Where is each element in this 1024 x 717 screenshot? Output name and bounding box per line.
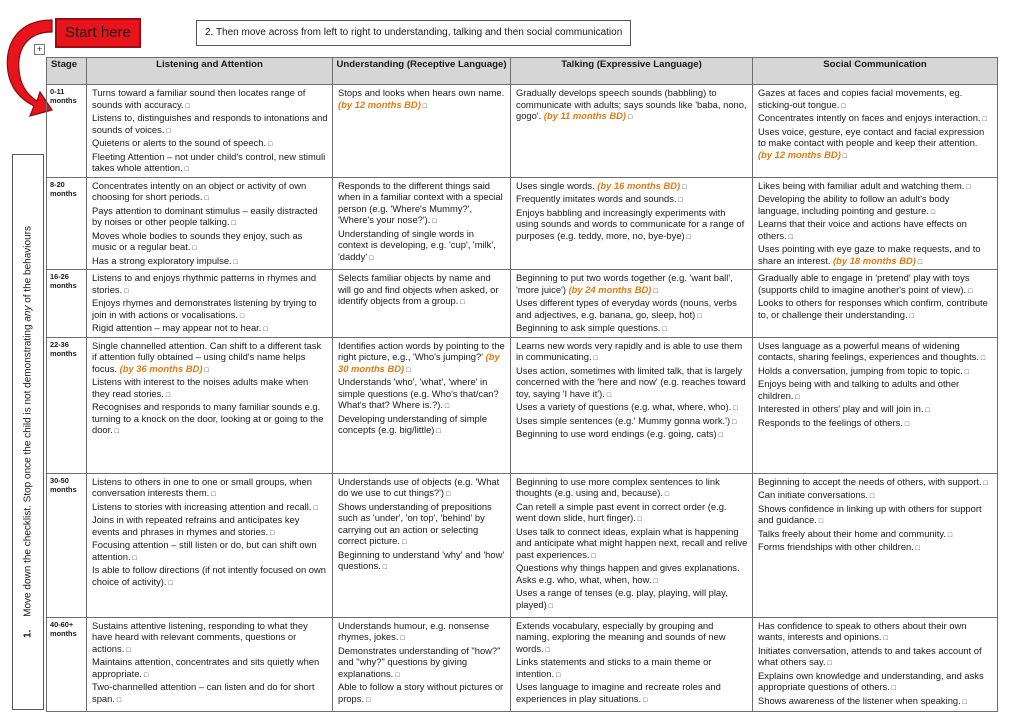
item-text: Is able to follow directions (if not intently focused on own choice of activity).: [92, 564, 326, 587]
item-text: Beginning to ask simple questions.: [516, 322, 661, 333]
checkbox-icon[interactable]: □: [839, 102, 846, 110]
checkbox-icon[interactable]: □: [913, 545, 920, 552]
checkbox-icon[interactable]: □: [209, 491, 216, 498]
item-text: Beginning to understand 'why' and 'how' questions.: [338, 548, 505, 571]
item-text: Fleeting Attention – not under child's control, new stimuli takes whole attention.: [92, 150, 326, 173]
checklist-item: [92, 501, 328, 515]
header-understanding: Understanding (Receptive Language): [333, 58, 511, 85]
item-text: Beginning to put two words together (e.g. 'want ball', 'more juice'): [516, 272, 733, 295]
checkbox-icon[interactable]: □: [881, 635, 888, 642]
item-text: Can retell a simple past event in correct order (e.g. went down slide, hurt finger).: [516, 500, 727, 523]
item-text: Has confidence to speak to others about their own wants, interests and opinions.: [758, 619, 967, 642]
understanding-cell: [333, 85, 511, 178]
talking-cell: [511, 473, 753, 617]
item-text: Uses simple sentences (e.g.' Mummy gonna work.'): [516, 414, 731, 426]
checklist-item: [758, 503, 993, 528]
stage-cell: 16-26 months: [47, 270, 87, 338]
item-text: Beginning to use word endings (e.g. going, cats): [516, 428, 717, 439]
item-text: Explains own knowledge and understanding, and asks appropriate questions of others.: [758, 669, 984, 692]
checkbox-icon[interactable]: □: [311, 504, 318, 512]
instruction-step-2: 2. Then move across from left to right to understanding, talking and then social communication: [196, 20, 631, 46]
item-text: Turns toward a familiar sound then locates range of sounds with accuracy.: [92, 87, 306, 110]
item-text: Shows understanding of prepositions such as 'under', 'on top', 'behind' by carrying out an action or selecting correct picture.: [338, 500, 492, 546]
checklist-item: [338, 272, 506, 309]
listening-cell: [87, 617, 333, 711]
item-text: Understands 'who', 'what', 'where' in simple questions (e.g. Who's that/can? What's that? Where is.?).: [338, 376, 499, 410]
checklist-item: [92, 564, 328, 589]
age-note: (by 18 months BD): [833, 254, 916, 266]
checkbox-icon[interactable]: □: [589, 552, 596, 560]
checkbox-icon[interactable]: □: [458, 299, 465, 306]
checkbox-icon[interactable]: □: [684, 233, 691, 241]
checkbox-icon[interactable]: □: [398, 635, 405, 642]
checklist-item: [758, 417, 993, 431]
checklist-item: [338, 376, 506, 413]
checkbox-icon[interactable]: □: [393, 671, 400, 679]
understanding-cell: [333, 617, 511, 711]
checklist-item: [92, 87, 328, 112]
checkbox-icon[interactable]: □: [867, 493, 875, 500]
checklist-item: [516, 476, 748, 501]
item-text: Responds to the different things said when in a familiar context with a special person (e.g. 'Where's Mummy?', 'Where's your nose?').: [338, 179, 503, 225]
checklist-item: [338, 645, 506, 682]
start-here-label: Start here: [55, 18, 141, 48]
item-text: Uses a range of tenses (e.g. play, playing, will play, played): [516, 587, 728, 610]
checklist-item: [758, 645, 993, 670]
item-text: Holds a conversation, jumping from topic to topic.: [758, 364, 963, 376]
checklist-item: [92, 376, 328, 401]
item-text: Listens with interest to the noises adults make when they read stories.: [92, 376, 309, 399]
checkbox-icon[interactable]: □: [840, 152, 848, 160]
item-text: Pays attention to dominant stimulus – easily distracted by noises or other people talking.: [92, 204, 318, 227]
checkbox-icon[interactable]: □: [902, 420, 910, 428]
item-text: Understanding of single words in context is developing, e.g. 'cup', 'milk', 'daddy': [338, 227, 496, 262]
checklist-item: [758, 243, 993, 268]
header-row: [47, 58, 998, 85]
checklist-item: [92, 681, 328, 706]
age-note: (by 12 months BD): [338, 98, 421, 110]
age-note: (by 24 months BD): [568, 283, 652, 295]
checklist-item: [338, 228, 506, 265]
item-text: Concentrates intently on faces and enjoys interaction.: [758, 112, 981, 123]
checklist-item: [758, 620, 993, 645]
item-text: Listens to and enjoys rhythmic patterns in rhymes and stories.: [92, 272, 317, 295]
checkbox-icon[interactable]: □: [442, 403, 450, 410]
item-text: Sustains attentive listening, responding to what they have heard with relevant comments, questions or actions.: [92, 619, 308, 654]
checklist-item: [92, 514, 328, 539]
checkbox-icon[interactable]: □: [444, 491, 451, 498]
item-text: Selects familiar objects by name and will go and find objects when asked, or identify objects from a group.: [338, 272, 499, 306]
table-row: [47, 177, 998, 270]
checklist-item: [92, 255, 328, 269]
checkbox-icon[interactable]: □: [114, 696, 122, 704]
checkbox-icon[interactable]: □: [434, 428, 441, 435]
item-text: Maintains attention, concentrates and sits quietly when appropriate.: [92, 656, 320, 679]
header-stage: Stage: [47, 58, 87, 85]
checkbox-icon[interactable]: □: [960, 698, 967, 706]
item-text: Gradually develops speech sounds (babbling) to communicate with adults; says sounds like 'baba, nono, gogo'.: [516, 87, 747, 121]
checklist-item: [338, 180, 506, 228]
item-text: Gradually able to engage in 'pretend' play with toys (supports child to imagine another's point of view).: [758, 272, 970, 295]
checkbox-icon[interactable]: □: [163, 391, 171, 399]
checkbox-icon[interactable]: □: [962, 368, 969, 376]
checkbox-icon[interactable]: □: [730, 418, 737, 426]
item-text: Identifies action words by pointing to the right picture, e.g., 'Who's jumping?': [338, 339, 505, 362]
checkbox-icon[interactable]: □: [662, 491, 670, 498]
checklist-item: [516, 207, 748, 244]
checklist-item: [338, 476, 506, 501]
item-text: Initiates conversation, attends to and takes account of what others say.: [758, 644, 982, 667]
checklist-item: [92, 180, 328, 205]
listening-cell: [87, 473, 333, 617]
understanding-cell: [333, 473, 511, 617]
header-listening: Listening and Attention: [87, 58, 333, 85]
checklist-item: [758, 193, 993, 218]
item-text: Recognises and responds to many familiar sounds e.g. turning to a knock on the door, looking at or going to the door.: [92, 401, 324, 435]
checklist-item: [338, 501, 506, 549]
checklist-item: [758, 340, 993, 365]
checklist-item: [516, 415, 748, 429]
social-cell: [753, 85, 998, 178]
item-text: Listens to, distinguishes and responds to intonations and sounds of voices.: [92, 112, 328, 135]
item-text: Understands use of objects (e.g. 'What do we use to cut things?'): [338, 475, 500, 498]
checkbox-icon[interactable]: □: [825, 660, 832, 667]
item-text: Listens to others in one to one or small groups, when conversation interests them.: [92, 475, 312, 498]
checklist-item: [758, 528, 993, 542]
checklist-item: [516, 365, 748, 402]
table-row: [47, 473, 998, 617]
checklist-item: [516, 401, 748, 415]
checkbox-icon[interactable]: □: [964, 183, 971, 191]
social-cell: [753, 617, 998, 711]
checkbox-icon[interactable]: □: [635, 516, 643, 523]
checkbox-icon[interactable]: □: [626, 114, 633, 121]
instruction-step-1: 1. Move down the checklist. Stop once the child is not demonstrating any of the behaviours: [22, 226, 34, 638]
checkbox-icon[interactable]: □: [928, 208, 936, 216]
checkbox-icon[interactable]: □: [112, 428, 120, 435]
item-text: Looks to others for responses which confirm, contribute to, or challenge their understanding.: [758, 297, 988, 320]
checklist-item: [92, 137, 328, 151]
checkbox-icon[interactable]: □: [660, 326, 667, 333]
checkbox-icon[interactable]: □: [261, 326, 268, 333]
age-note: (by 11 months BD): [543, 110, 626, 121]
checklist-item: [516, 87, 748, 124]
instruction-step-1-number: 1.: [22, 629, 34, 638]
checklist-item: [92, 340, 328, 377]
listening-cell: [87, 270, 333, 338]
item-text: Uses language as a powerful means of widening contacts, sharing feelings, experiences and thoughts.: [758, 339, 979, 362]
checkbox-icon[interactable]: □: [543, 646, 550, 654]
age-note: (by 16 months BD): [597, 179, 681, 191]
item-text: Uses a variety of questions (e.g. what, where, who).: [516, 401, 732, 412]
checklist-item: [92, 297, 328, 322]
checkbox-icon[interactable]: □: [978, 355, 986, 362]
item-text: Beginning to use more complex sentences to link thoughts (e.g. using and, because).: [516, 475, 720, 498]
item-text: Quietens or alerts to the sound of speech.: [92, 137, 267, 148]
item-text: Enjoys babbling and increasingly experiments with using sounds and words to communicate for a range of purposes (e.g. teddy, more, no, bye-bye): [516, 206, 745, 241]
checklist-item: [92, 205, 328, 230]
checklist-item: [92, 539, 328, 564]
item-text: Gazes at faces and copies facial movements, eg. sticking-out tongue.: [758, 87, 963, 110]
checklist-item: [758, 272, 993, 297]
checkbox-icon[interactable]: □: [364, 696, 371, 704]
checkbox-icon[interactable]: □: [231, 258, 238, 266]
item-text: Uses talk to connect ideas, explain what is happening and anticipate what might happen next, recall and relive past experiences.: [516, 525, 748, 560]
development-checklist-table: [46, 57, 998, 712]
item-text: Demonstrates understanding of "how?" and "why?" questions by giving explanations.: [338, 644, 501, 679]
checkbox-icon[interactable]: □: [229, 220, 236, 227]
checklist-item: [758, 541, 993, 555]
table-move-handle-icon[interactable]: +: [34, 44, 45, 55]
understanding-cell: [333, 177, 511, 270]
checklist-item: [92, 112, 328, 137]
checklist-item: [516, 180, 748, 194]
age-note: (by 30 months BD): [338, 351, 500, 374]
checklist-item: [516, 193, 748, 207]
checklist-item: [338, 413, 506, 438]
checklist-item: [516, 340, 748, 365]
item-text: Uses single words.: [516, 179, 595, 191]
checklist-item: [92, 322, 328, 336]
checkbox-icon[interactable]: □: [266, 141, 273, 148]
checklist-item: [516, 297, 748, 322]
checkbox-icon[interactable]: □: [604, 391, 612, 399]
item-text: Learns that their voice and actions have effects on others.: [758, 218, 967, 241]
stage-cell: 8-20 months: [47, 177, 87, 270]
checklist-item: [338, 681, 506, 706]
checklist-item: [758, 112, 993, 126]
item-text: Forms friendships with other children.: [758, 541, 914, 552]
item-text: Can initiate conversations.: [758, 489, 868, 500]
checkbox-icon[interactable]: □: [430, 218, 437, 225]
checkbox-icon[interactable]: □: [404, 366, 411, 374]
item-text: Developing the ability to follow an adult's body language, including pointing and gesture.: [758, 193, 950, 216]
listening-cell: [87, 337, 333, 473]
understanding-cell: [333, 270, 511, 338]
checkbox-icon[interactable]: □: [966, 287, 973, 295]
stage-cell: 0-11 months: [47, 85, 87, 178]
checkbox-icon[interactable]: □: [980, 116, 987, 123]
checkbox-icon[interactable]: □: [641, 696, 648, 704]
listening-cell: [87, 177, 333, 270]
stage-cell: 40-60+ months: [47, 617, 87, 711]
item-text: Moves whole bodies to sounds they enjoy, such as music or a regular beat.: [92, 229, 303, 252]
checkbox-icon[interactable]: □: [816, 518, 824, 525]
checkbox-icon[interactable]: □: [380, 564, 387, 571]
checklist-item: [338, 87, 506, 112]
item-text: Uses pointing with eye gaze to make requests, and to share an interest.: [758, 243, 981, 266]
item-text: Likes being with familiar adult and watching them.: [758, 179, 965, 191]
item-text: Learns new words very rapidly and is able to use them in communicating.: [516, 339, 743, 362]
checkbox-icon[interactable]: □: [651, 577, 658, 585]
item-text: Questions why things happen and gives explanations. Asks e.g. who, what, when, how.: [516, 562, 740, 585]
table-row: [47, 85, 998, 178]
item-text: Uses action, sometimes with limited talk, that is largely concerned with the 'here and now' (e.g. reaches toward toy, saying 'I have it').: [516, 364, 746, 399]
table-row: [47, 270, 998, 338]
item-text: Joins in with repeated refrains and anticipates key events and phrases in rhymes and stories.: [92, 514, 300, 537]
stage-cell: 30-50 months: [47, 473, 87, 617]
checkbox-icon[interactable]: □: [130, 554, 137, 562]
checkbox-icon[interactable]: □: [546, 602, 553, 610]
checkbox-icon[interactable]: □: [716, 432, 723, 439]
table-row: [47, 617, 998, 711]
header-talking: Talking (Expressive Language): [511, 58, 753, 85]
checklist-item: [758, 695, 993, 709]
checklist-item: [758, 476, 993, 490]
checklist-item: [92, 230, 328, 255]
checklist-item: [758, 378, 993, 403]
checkbox-icon[interactable]: □: [907, 312, 914, 320]
item-text: Uses different types of everyday words (nouns, verbs and adjectives, e.g. banana, go, sleep, hot): [516, 297, 737, 320]
checkbox-icon[interactable]: □: [651, 287, 658, 295]
checkbox-icon[interactable]: □: [183, 102, 190, 110]
checklist-item: [516, 526, 748, 563]
checklist-item: [516, 428, 748, 442]
item-text: Developing understanding of simple concepts (e.g. big/little): [338, 412, 488, 435]
checklist-item: [758, 87, 993, 112]
checkbox-icon[interactable]: □: [164, 127, 171, 135]
item-text: Stops and looks when hears own name.: [338, 87, 505, 98]
checklist-item: [92, 401, 328, 438]
talking-cell: [511, 337, 753, 473]
item-text: Links statements and sticks to a main theme or intention.: [516, 656, 712, 679]
checklist-item: [516, 562, 748, 587]
header-social: Social Communication: [753, 58, 998, 85]
checklist-item: [758, 489, 993, 503]
checklist-item: [92, 620, 328, 657]
item-text: Two-channelled attention – can listen and do for short span.: [92, 681, 315, 704]
item-text: Able to follow a story without pictures or props.: [338, 681, 504, 704]
checklist-item: [92, 272, 328, 297]
age-note: (by 12 months BD): [758, 148, 841, 160]
checkbox-icon[interactable]: □: [915, 258, 923, 266]
item-text: Concentrates intently on an object or activity of own choosing for short periods.: [92, 179, 307, 202]
checklist-item: [516, 681, 748, 706]
checkbox-icon[interactable]: □: [166, 579, 173, 587]
item-text: Beginning to accept the needs of others, with support.: [758, 475, 982, 487]
item-text: Understands humour, e.g. nonsense rhymes, jokes.: [338, 619, 490, 642]
checklist-item: [516, 587, 748, 612]
understanding-cell: [333, 337, 511, 473]
item-text: Uses voice, gesture, eye contact and facial expression to make contact with people and keep their attention.: [758, 125, 985, 148]
checkbox-icon[interactable]: □: [124, 646, 131, 654]
stage-cell: 22-36 months: [47, 337, 87, 473]
checkbox-icon[interactable]: □: [142, 671, 149, 679]
checkbox-icon[interactable]: □: [202, 366, 209, 374]
checkbox-icon[interactable]: □: [190, 245, 197, 252]
social-cell: [753, 270, 998, 338]
age-note: (by 36 months BD): [119, 362, 203, 374]
checklist-item: [758, 403, 993, 417]
checkbox-icon[interactable]: □: [420, 102, 428, 110]
checklist-item: [758, 297, 993, 322]
checklist-item: [92, 476, 328, 501]
item-text: Has a strong exploratory impulse.: [92, 254, 232, 266]
checkbox-icon[interactable]: □: [680, 183, 687, 191]
checklist-item: [758, 126, 993, 163]
checklist-item: [338, 549, 506, 574]
checkbox-icon[interactable]: □: [122, 287, 129, 295]
checkbox-icon[interactable]: □: [237, 312, 245, 320]
checkbox-icon[interactable]: □: [202, 195, 209, 202]
checklist-item: [516, 656, 748, 681]
checkbox-icon[interactable]: □: [731, 405, 738, 412]
checkbox-icon[interactable]: □: [268, 529, 275, 537]
checkbox-icon[interactable]: □: [923, 407, 930, 414]
checkbox-icon[interactable]: □: [981, 479, 988, 487]
talking-cell: [511, 617, 753, 711]
checkbox-icon[interactable]: □: [786, 233, 793, 241]
item-text: Shows confidence in linking up with others for support and guidance.: [758, 502, 982, 525]
item-text: Listens to stories with increasing attention and recall.: [92, 500, 312, 512]
checklist-item: [758, 365, 993, 379]
talking-cell: [511, 270, 753, 338]
item-text: Single channelled attention. Can shift to a different task if attention fully obtained – using child's name helps focus.: [92, 339, 322, 374]
item-text: Interested in others' play and will join in.: [758, 403, 924, 414]
talking-cell: [511, 177, 753, 270]
checklist-item: [758, 218, 993, 243]
item-text: Talks freely about their home and community.: [758, 527, 946, 539]
checkbox-icon[interactable]: □: [400, 539, 407, 546]
checkbox-icon[interactable]: □: [945, 531, 953, 539]
checklist-item: [516, 322, 748, 336]
table-row: [47, 337, 998, 473]
checklist-item: [758, 180, 993, 194]
social-cell: [753, 473, 998, 617]
checkbox-icon[interactable]: □: [554, 671, 561, 679]
talking-cell: [511, 85, 753, 178]
item-text: Shows awareness of the listener when speaking.: [758, 694, 961, 706]
checklist-item: [92, 151, 328, 176]
checklist-item: [92, 656, 328, 681]
item-text: Enjoys being with and talking to adults and other children.: [758, 378, 960, 401]
checkbox-icon[interactable]: □: [695, 312, 702, 320]
item-text: Extends vocabulary, especially by grouping and naming, exploring the meaning and sounds of new words.: [516, 619, 726, 654]
item-text: Focusing attention – still listen or do, but can shift own attention.: [92, 539, 317, 562]
listening-cell: [87, 85, 333, 178]
checklist-item: [758, 670, 993, 695]
item-text: Uses language to imagine and recreate roles and experiences in play situations.: [516, 681, 721, 704]
checkbox-icon[interactable]: □: [367, 254, 374, 262]
social-cell: [753, 177, 998, 270]
checklist-item: [516, 501, 748, 526]
checkbox-icon[interactable]: □: [182, 166, 189, 173]
checkbox-icon[interactable]: □: [793, 393, 800, 401]
item-text: Responds to the feelings of others.: [758, 416, 903, 428]
checklist-item: [338, 340, 506, 377]
checklist-item: [516, 272, 748, 297]
checkbox-icon[interactable]: □: [676, 197, 683, 204]
social-cell: [753, 337, 998, 473]
checkbox-icon[interactable]: □: [591, 355, 598, 362]
item-text: Enjoys rhymes and demonstrates listening by trying to join in with actions or vocalisations.: [92, 297, 317, 320]
item-text: Frequently imitates words and sounds.: [516, 193, 677, 204]
checklist-item: [338, 620, 506, 645]
checkbox-icon[interactable]: □: [889, 685, 897, 692]
checklist-item: [516, 620, 748, 657]
item-text: Rigid attention – may appear not to hear.: [92, 322, 262, 333]
